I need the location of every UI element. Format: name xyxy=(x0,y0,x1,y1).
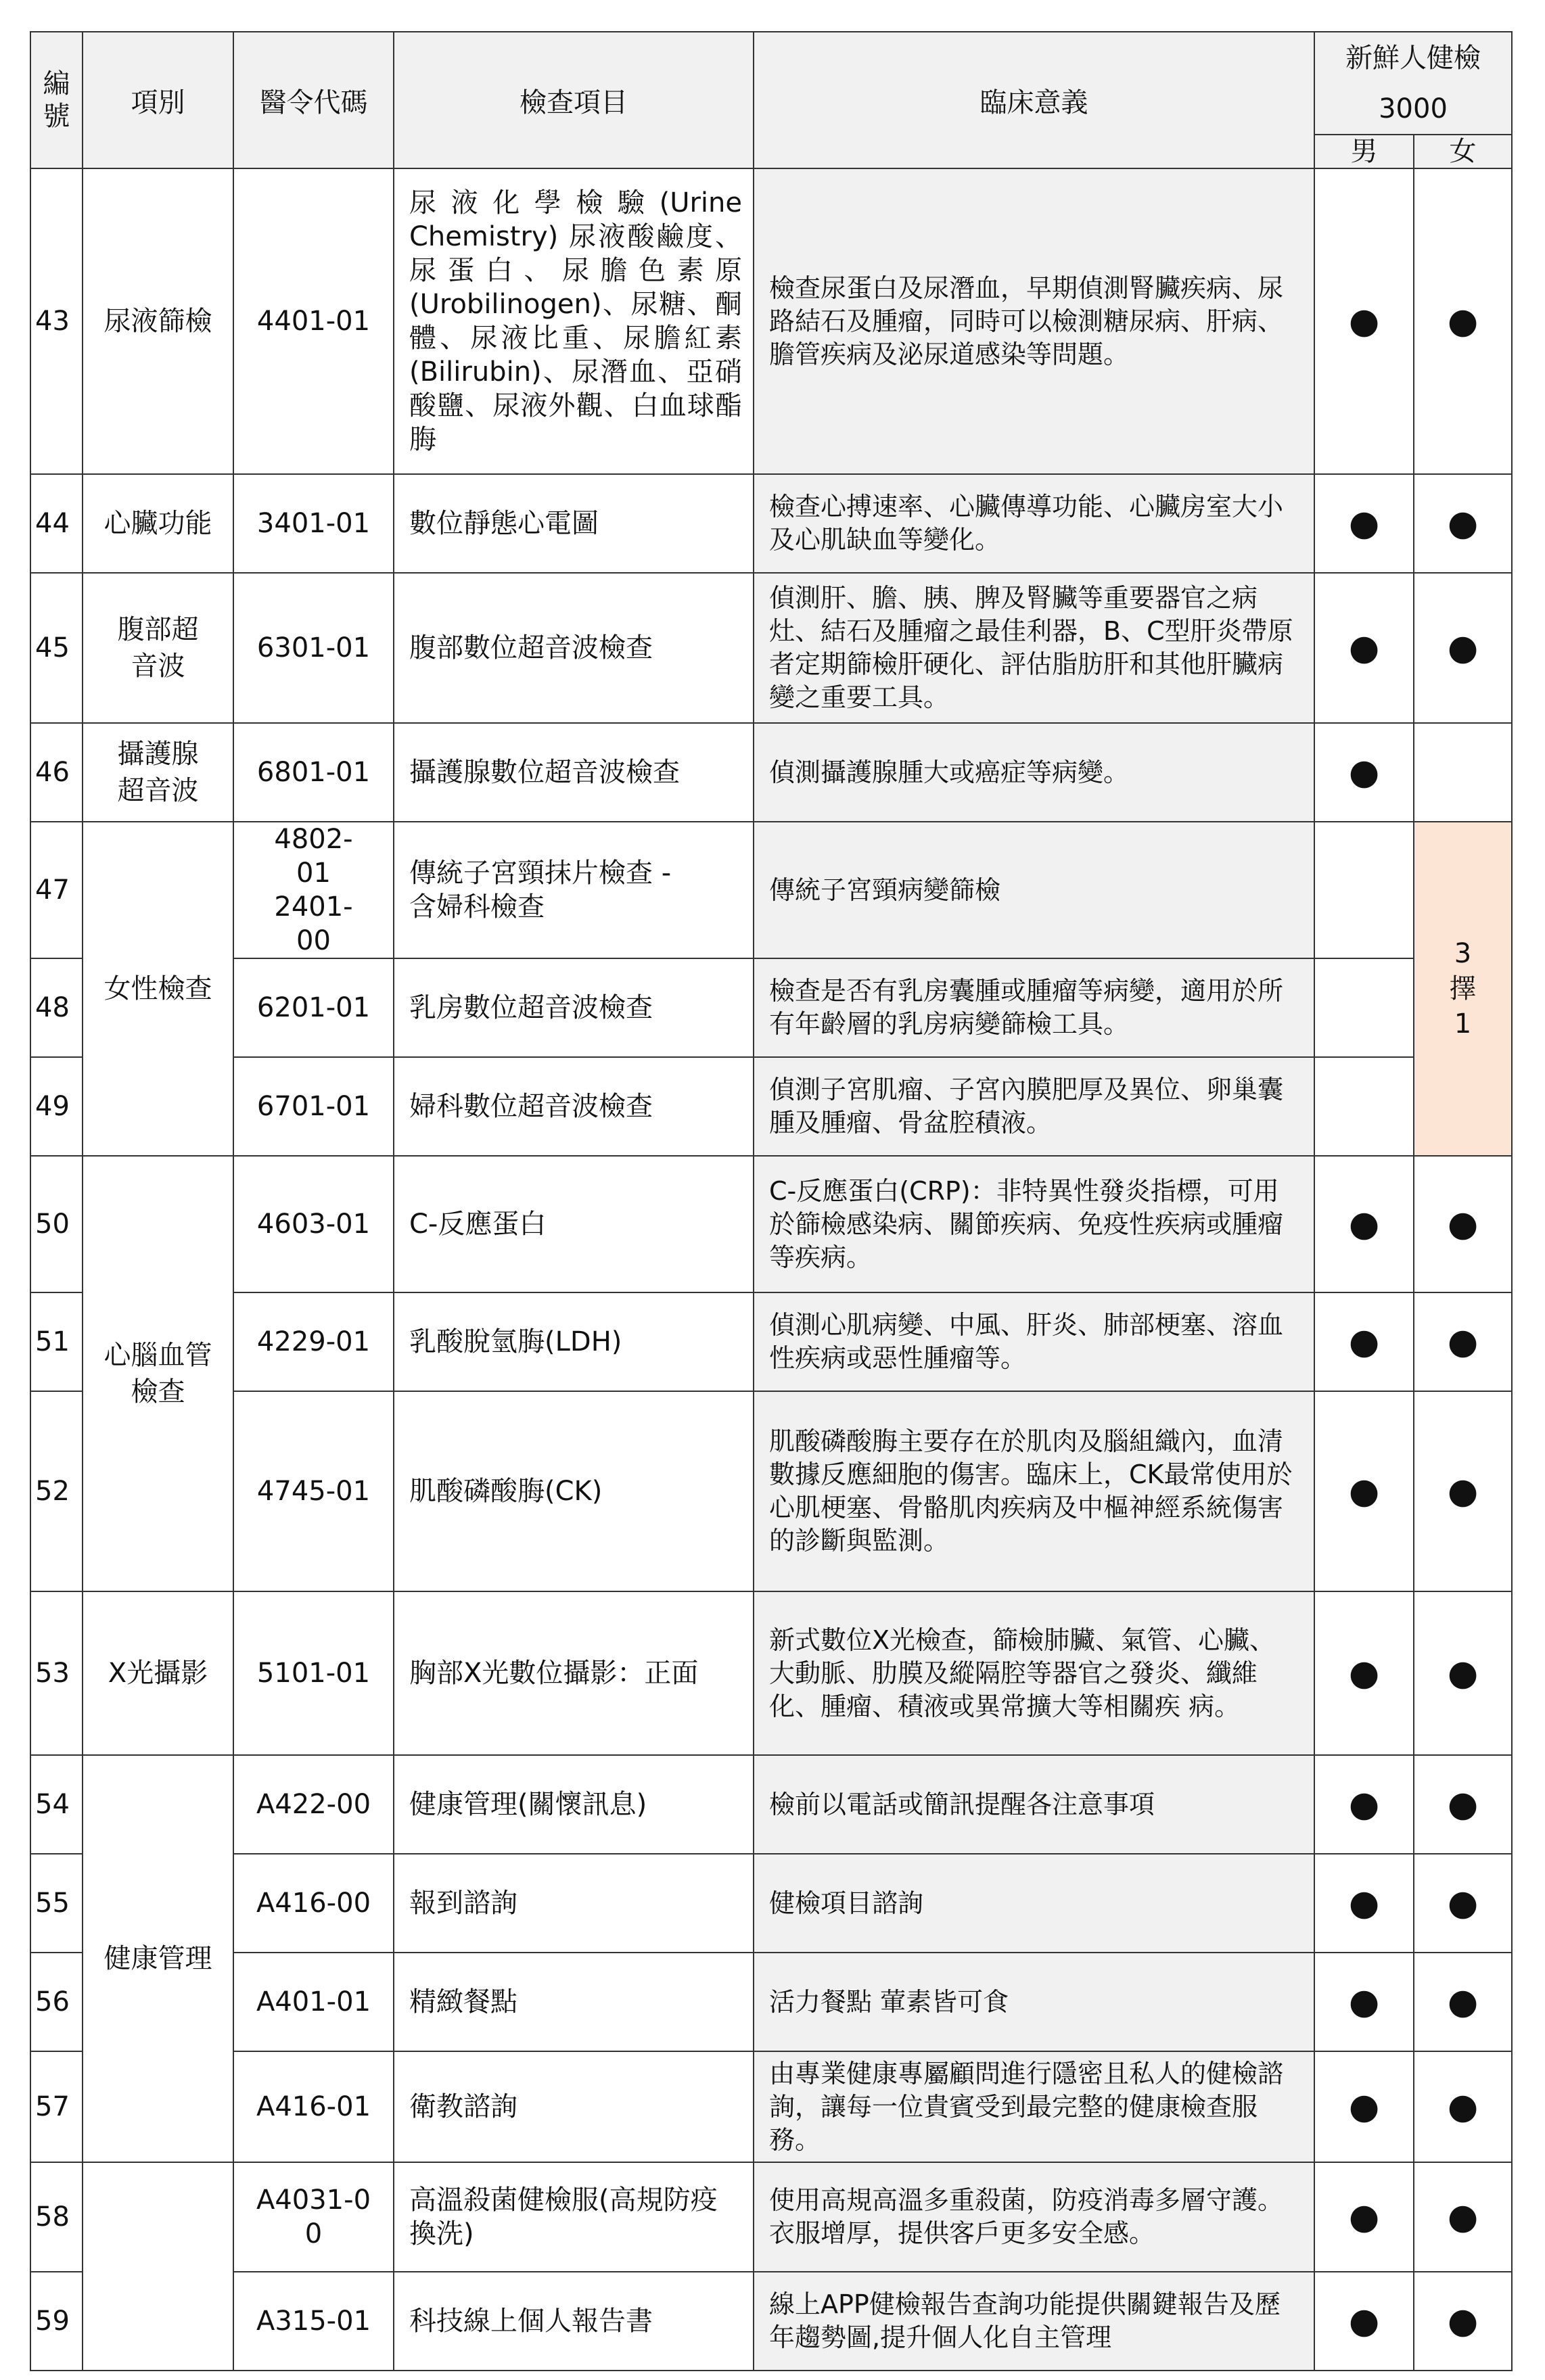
female-mark: ● xyxy=(1414,1292,1512,1391)
female-mark: ● xyxy=(1414,1755,1512,1854)
row-code: A4031-00 xyxy=(233,2162,394,2272)
row-code: A416-01 xyxy=(233,2051,394,2162)
table-row xyxy=(30,1156,1512,1292)
male-mark: ● xyxy=(1314,2272,1414,2371)
row-code: 5101-01 xyxy=(233,1591,394,1755)
row-number: 48 xyxy=(30,958,83,1057)
row-code: 4802-01 2401-00 xyxy=(233,822,394,958)
row-meaning: 線上APP健檢報告查詢功能提供關鍵報告及歷年趨勢圖,提升個人化自主管理 xyxy=(754,2272,1314,2371)
row-category: 心腦血管檢查 xyxy=(83,1156,233,1591)
row-meaning: 傳統子宮頸病變篩檢 xyxy=(754,822,1314,958)
row-item: 精緻餐點 xyxy=(394,1953,754,2051)
table-row xyxy=(30,1854,1512,1953)
row-code: A422-00 xyxy=(233,1755,394,1854)
row-item: 報到諮詢 xyxy=(394,1854,754,1953)
row-item: 乳房數位超音波檢查 xyxy=(394,958,754,1057)
row-meaning: 由專業健康專屬顧問進行隱密且私人的健檢諮詢，讓每一位貴賓受到最完整的健康檢查服務。 xyxy=(754,2051,1314,2162)
row-meaning: 偵測攝護腺腫大或癌症等病變。 xyxy=(754,723,1314,822)
row-number: 57 xyxy=(30,2051,83,2162)
male-mark: ● xyxy=(1314,1755,1414,1854)
row-code: 6301-01 xyxy=(233,573,394,723)
female-mark: ● xyxy=(1414,474,1512,573)
row-number: 43 xyxy=(30,168,83,474)
row-code: 4229-01 xyxy=(233,1292,394,1391)
row-item: 衛教諮詢 xyxy=(394,2051,754,2162)
male-mark: ● xyxy=(1314,1391,1414,1591)
row-item: 尿液化學檢驗(Urine Chemistry) 尿液酸鹼度、尿蛋白、尿膽色素原(Urobilinogen)、尿糖、酮體、尿液比重、尿膽紅素 (Bilirubin)、尿潛血、亞硝酸鹽、尿液外觀、白血球酯 脢 xyxy=(394,168,754,474)
female-mark: ● xyxy=(1414,2272,1512,2371)
table-row xyxy=(30,1953,1512,2051)
female-mark: ● xyxy=(1414,1391,1512,1591)
female-mark: ● xyxy=(1414,1854,1512,1953)
row-item: 科技線上個人報告書 xyxy=(394,2272,754,2371)
male-mark: ● xyxy=(1314,1854,1414,1953)
row-meaning: 檢查心搏速率、心臟傳導功能、心臟房室大小及心肌缺血等變化。 xyxy=(754,474,1314,573)
row-number: 47 xyxy=(30,822,83,958)
table-row xyxy=(30,1292,1512,1391)
row-meaning: 健檢項目諮詢 xyxy=(754,1854,1314,1953)
female-mark: ● xyxy=(1414,1591,1512,1755)
row-code: 3401-01 xyxy=(233,474,394,573)
row-item: 乳酸脫氫脢(LDH) xyxy=(394,1292,754,1391)
row-meaning: C-反應蛋白(CRP)：非特異性發炎指標，可用於篩檢感染病、關節疾病、免疫性疾病或腫瘤等疾病。 xyxy=(754,1156,1314,1292)
row-item: 婦科數位超音波檢查 xyxy=(394,1057,754,1156)
row-meaning: 使用高規高溫多重殺菌，防疫消毒多層守護。衣服增厚，提供客戶更多安全感。 xyxy=(754,2162,1314,2272)
table-row xyxy=(30,2162,1512,2272)
package-name: 新鮮人健檢 xyxy=(1345,43,1481,74)
row-number: 45 xyxy=(30,573,83,723)
table-row xyxy=(30,474,1512,573)
male-mark xyxy=(1314,1057,1414,1156)
row-code: A315-01 xyxy=(233,2272,394,2371)
row-meaning: 肌酸磷酸脢主要存在於肌肉及腦組織內，血清數據反應細胞的傷害。臨床上，CK最常使用於心肌梗塞、骨骼肌肉疾病及中樞神經系統傷害的診斷與監測。 xyxy=(754,1391,1314,1591)
male-mark: ● xyxy=(1314,573,1414,723)
female-mark: ● xyxy=(1414,2162,1512,2272)
row-number: 49 xyxy=(30,1057,83,1156)
row-number: 53 xyxy=(30,1591,83,1755)
row-meaning: 偵測肝、膽、胰、脾及腎臟等重要器官之病灶、結石及腫瘤之最佳利器，B、C型肝炎帶原者定期篩檢肝硬化、評估脂肪肝和其他肝臟病變之重要工具。 xyxy=(754,573,1314,723)
row-code: 6201-01 xyxy=(233,958,394,1057)
table-row xyxy=(30,2051,1512,2162)
row-code: 4401-01 xyxy=(233,168,394,474)
row-item: 胸部X光數位攝影：正面 xyxy=(394,1591,754,1755)
table-row xyxy=(30,2272,1512,2371)
male-mark: ● xyxy=(1314,723,1414,822)
row-category: 尿液篩檢 xyxy=(83,168,233,474)
row-item: 高溫殺菌健檢服(高規防疫換洗) xyxy=(394,2162,754,2272)
header-female: 女 xyxy=(1414,135,1512,168)
row-item: 傳統子宮頸抹片檢查 -含婦科檢查 xyxy=(394,822,754,958)
row-number: 59 xyxy=(30,2272,83,2371)
male-mark xyxy=(1314,958,1414,1057)
row-meaning: 檢查尿蛋白及尿潛血，早期偵測腎臟疾病、尿路結石及腫瘤，同時可以檢測糖尿病、肝病、膽管疾病及泌尿道感染等問題。 xyxy=(754,168,1314,474)
female-mark: ● xyxy=(1414,168,1512,474)
header-item: 檢查項目 xyxy=(394,32,754,168)
male-mark: ● xyxy=(1314,1953,1414,2051)
female-mark: ● xyxy=(1414,1156,1512,1292)
row-number: 52 xyxy=(30,1391,83,1591)
table-row xyxy=(30,723,1512,822)
female-mark: ● xyxy=(1414,2051,1512,2162)
table-row xyxy=(30,1057,1512,1156)
row-number: 44 xyxy=(30,474,83,573)
row-category: 攝護腺超音波 xyxy=(83,723,233,822)
row-category: 女性檢查 xyxy=(83,822,233,1156)
female-mark: ● xyxy=(1414,573,1512,723)
row-code: 4603-01 xyxy=(233,1156,394,1292)
row-code: A416-00 xyxy=(233,1854,394,1953)
row-code: 6701-01 xyxy=(233,1057,394,1156)
header-package xyxy=(1314,32,1512,135)
row-number: 55 xyxy=(30,1854,83,1953)
table-row xyxy=(30,1591,1512,1755)
male-mark: ● xyxy=(1314,474,1414,573)
row-category: X光攝影 xyxy=(83,1591,233,1755)
row-number: 50 xyxy=(30,1156,83,1292)
row-meaning: 活力餐點 葷素皆可食 xyxy=(754,1953,1314,2051)
row-item: 數位靜態心電圖 xyxy=(394,474,754,573)
female-mark xyxy=(1414,723,1512,822)
row-number: 58 xyxy=(30,2162,83,2272)
header-category: 項別 xyxy=(83,32,233,168)
row-meaning: 檢前以電話或簡訊提醒各注意事項 xyxy=(754,1755,1314,1854)
male-mark: ● xyxy=(1314,2051,1414,2162)
table-row xyxy=(30,168,1512,474)
row-meaning: 新式數位X光檢查，篩檢肺臟、氣管、心臟、大動脈、肋膜及縱隔腔等器官之發炎、纖維化、腫瘤、積液或異常擴大等相關疾 病。 xyxy=(754,1591,1314,1755)
table-row xyxy=(30,822,1512,958)
package-price: 3000 xyxy=(1379,93,1448,124)
table-row xyxy=(30,1755,1512,1854)
row-meaning: 檢查是否有乳房囊腫或腫瘤等病變，適用於所有年齡層的乳房病變篩檢工具。 xyxy=(754,958,1314,1057)
header-code: 醫令代碼 xyxy=(233,32,394,168)
row-code: 6801-01 xyxy=(233,723,394,822)
male-mark: ● xyxy=(1314,1591,1414,1755)
row-number: 54 xyxy=(30,1755,83,1854)
table-row xyxy=(30,958,1512,1057)
row-item: C-反應蛋白 xyxy=(394,1156,754,1292)
row-item: 肌酸磷酸脢(CK) xyxy=(394,1391,754,1591)
row-category: 健康管理 xyxy=(83,1755,233,2162)
row-code: A401-01 xyxy=(233,1953,394,2051)
header-no: 編號 xyxy=(30,32,83,168)
row-category: 腹部超音波 xyxy=(83,573,233,723)
header-male: 男 xyxy=(1314,135,1414,168)
row-number: 56 xyxy=(30,1953,83,2051)
male-mark: ● xyxy=(1314,168,1414,474)
row-category: 心臟功能 xyxy=(83,474,233,573)
female-mark: ● xyxy=(1414,1953,1512,2051)
male-mark: ● xyxy=(1314,1156,1414,1292)
row-category xyxy=(83,2162,233,2371)
row-item: 攝護腺數位超音波檢查 xyxy=(394,723,754,822)
male-mark xyxy=(1314,822,1414,958)
male-mark: ● xyxy=(1314,2162,1414,2272)
choice-3-pick-1: 3 擇 1 xyxy=(1414,822,1512,1156)
table-row xyxy=(30,573,1512,723)
table-row xyxy=(30,1391,1512,1591)
health-exam-table xyxy=(30,31,1513,2371)
row-code: 4745-01 xyxy=(233,1391,394,1591)
row-meaning: 偵測心肌病變、中風、肝炎、肺部梗塞、溶血性疾病或惡性腫瘤等。 xyxy=(754,1292,1314,1391)
male-mark: ● xyxy=(1314,1292,1414,1391)
row-item: 腹部數位超音波檢查 xyxy=(394,573,754,723)
row-number: 51 xyxy=(30,1292,83,1391)
row-item: 健康管理(關懷訊息) xyxy=(394,1755,754,1854)
row-number: 46 xyxy=(30,723,83,822)
row-meaning: 偵測子宮肌瘤、子宮內膜肥厚及異位、卵巢囊腫及腫瘤、骨盆腔積液。 xyxy=(754,1057,1314,1156)
header-meaning: 臨床意義 xyxy=(754,32,1314,168)
